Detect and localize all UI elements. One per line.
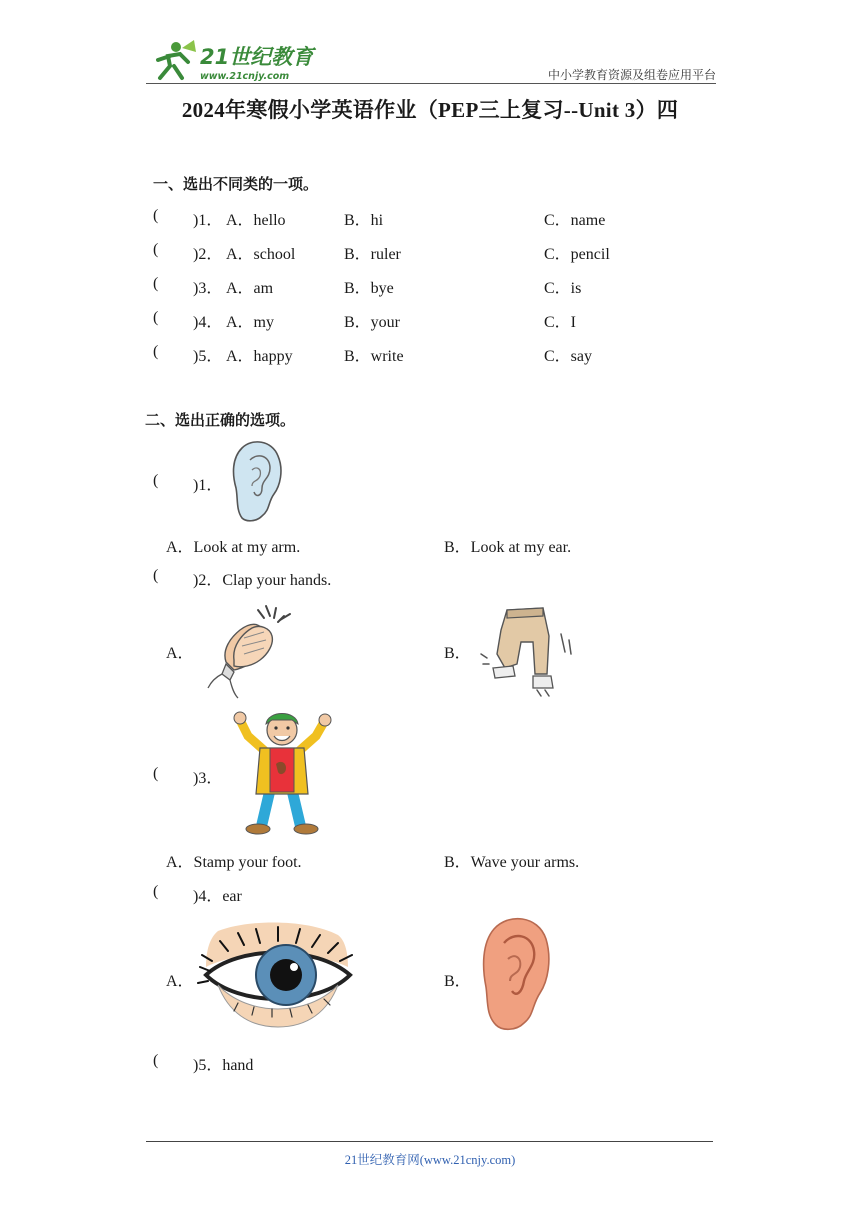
option-b: B． xyxy=(444,973,471,990)
answer-bracket-open: ( xyxy=(153,1052,159,1069)
footer-divider xyxy=(146,1141,713,1142)
answer-bracket-open: ( xyxy=(153,275,159,292)
answer-bracket-open: ( xyxy=(153,883,159,900)
question-number: )3． xyxy=(193,770,223,787)
eye-picture xyxy=(198,915,356,1033)
option-b: B．bye xyxy=(344,280,394,297)
answer-bracket-open: ( xyxy=(153,472,159,489)
question-number: )1． xyxy=(193,212,223,229)
page-title: 2024年寒假小学英语作业（PEP三上复习--Unit 3）四 xyxy=(181,98,679,122)
stamping-foot-picture xyxy=(477,606,575,698)
site-logo xyxy=(148,38,318,84)
option-a: A． xyxy=(166,645,194,662)
site-tagline: 中小学教育资源及组卷应用平台 xyxy=(547,68,716,82)
question-number: )1． xyxy=(193,477,223,494)
option-b: B．ruler xyxy=(344,246,401,263)
logo-url: www.21cnjy.com xyxy=(200,71,290,82)
eye-icon xyxy=(198,915,356,1033)
question-number: )2．Clap your hands. xyxy=(193,572,332,589)
option-c: C．pencil xyxy=(544,246,610,263)
question-number: )4． xyxy=(193,314,223,331)
answer-bracket-open: ( xyxy=(153,207,159,224)
option-a: A．Stamp your foot. xyxy=(166,854,302,871)
clapping-hands-icon xyxy=(204,602,296,700)
logo-text: 21世纪教育 xyxy=(200,45,314,69)
ear-picture xyxy=(480,915,552,1033)
question-number: )3． xyxy=(193,280,223,297)
ear-picture xyxy=(228,440,284,522)
question-number: )5．hand xyxy=(193,1057,254,1074)
option-c: C．name xyxy=(544,212,606,229)
option-c: C．say xyxy=(544,348,593,365)
option-b: B．Wave your arms. xyxy=(444,854,580,871)
option-c: C．I xyxy=(544,314,577,331)
option-a: A．school xyxy=(226,246,296,263)
clapping-hands-picture xyxy=(204,602,296,700)
option-b: B．Look at my ear. xyxy=(444,539,572,556)
boy-waving-arms-icon xyxy=(230,706,334,838)
runner-logo-icon xyxy=(158,40,196,78)
boy-waving-arms-picture xyxy=(230,706,334,838)
header-divider xyxy=(146,83,716,84)
ear-icon xyxy=(480,915,552,1033)
option-a: A．my xyxy=(226,314,275,331)
answer-bracket-open: ( xyxy=(153,343,159,360)
option-a: A．am xyxy=(226,280,274,297)
question-number: )4．ear xyxy=(193,888,242,905)
section2-heading: 二、选出正确的选项。 xyxy=(145,411,296,429)
question-number: )2． xyxy=(193,246,223,263)
ear-icon xyxy=(228,440,284,522)
option-a: A．Look at my arm. xyxy=(166,539,301,556)
option-b: B．your xyxy=(344,314,401,331)
option-c: C．is xyxy=(544,280,582,297)
option-b: B． xyxy=(444,645,471,662)
section1-heading: 一、选出不同类的一项。 xyxy=(153,175,319,193)
option-b: B．hi xyxy=(344,212,384,229)
option-a: A．hello xyxy=(226,212,286,229)
answer-bracket-open: ( xyxy=(153,241,159,258)
question-number: )5． xyxy=(193,348,223,365)
option-a: A．happy xyxy=(226,348,293,365)
answer-bracket-open: ( xyxy=(153,309,159,326)
footer-link[interactable]: 21世纪教育网(www.21cnjy.com) xyxy=(344,1153,516,1167)
stamping-foot-icon xyxy=(477,606,575,698)
answer-bracket-open: ( xyxy=(153,765,159,782)
option-a: A． xyxy=(166,973,194,990)
answer-bracket-open: ( xyxy=(153,567,159,584)
option-b: B．write xyxy=(344,348,404,365)
